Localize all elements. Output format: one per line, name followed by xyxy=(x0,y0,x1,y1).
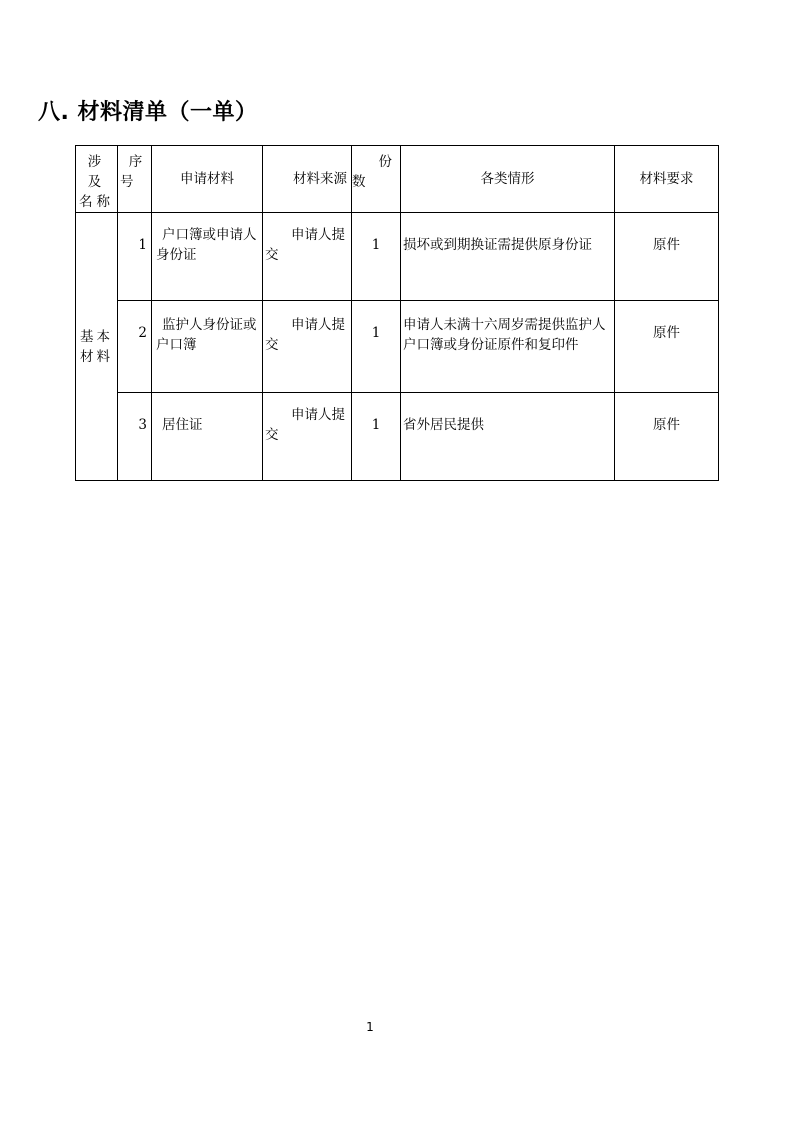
row-material xyxy=(152,301,263,393)
row-source xyxy=(263,393,352,481)
header-situation: 各类情形 xyxy=(401,146,615,213)
row-situation xyxy=(401,301,615,393)
row-source-line1: 申请人提 xyxy=(291,317,345,333)
header-copies xyxy=(352,146,401,213)
header-requirement: 材料要求 xyxy=(615,146,719,213)
row-seq: 3 xyxy=(118,393,152,481)
row-seq: 1 xyxy=(118,213,152,301)
row-source-line2: 交 xyxy=(265,427,279,443)
row-material-line1: 监护人身份证或 xyxy=(162,317,257,333)
section-title: 八. 材料清单（一单） xyxy=(38,100,258,125)
header-scope-line1: 涉 及 xyxy=(87,154,106,190)
header-copies-line1: 份 xyxy=(378,154,392,170)
row-source-line1: 申请人提 xyxy=(291,407,345,423)
row-requirement: 原件 xyxy=(615,393,719,481)
header-material: 申请材料 xyxy=(152,146,263,213)
row-source xyxy=(263,213,352,301)
row-situation-line2: 户口簿或身份证原件和复印件 xyxy=(403,337,579,353)
group-basic-materials xyxy=(76,213,118,481)
row-source xyxy=(263,301,352,393)
row-material-line2: 身份证 xyxy=(156,247,197,263)
row-copies: 1 xyxy=(352,393,401,481)
row-copies: 1 xyxy=(352,301,401,393)
header-seq xyxy=(118,146,152,213)
row-material-line1: 户口簿或申请人 xyxy=(162,227,257,243)
row-situation-line1: 省外居民提供 xyxy=(403,417,484,433)
header-scope xyxy=(76,146,118,213)
table-row xyxy=(76,393,719,481)
table-header-row xyxy=(76,146,719,213)
row-source-line1: 申请人提 xyxy=(291,227,345,243)
table-row xyxy=(76,301,719,393)
header-scope-line2: 名称 xyxy=(79,194,114,210)
group-label-line2: 材料 xyxy=(80,348,113,365)
row-material-line1: 居住证 xyxy=(162,417,203,433)
header-seq-line2: 号 xyxy=(120,174,134,190)
row-requirement: 原件 xyxy=(615,213,719,301)
row-situation-line1: 申请人未满十六周岁需提供监护人 xyxy=(403,317,606,333)
group-label-line1: 基本 xyxy=(80,328,113,345)
header-source: 材料来源 xyxy=(263,146,352,213)
row-seq: 2 xyxy=(118,301,152,393)
row-material xyxy=(152,213,263,301)
table-row xyxy=(76,213,719,301)
header-copies-line2: 数 xyxy=(352,174,366,190)
row-material-line2: 户口簿 xyxy=(156,337,197,353)
row-situation-line1: 损坏或到期换证需提供原身份证 xyxy=(403,237,592,253)
row-requirement: 原件 xyxy=(615,301,719,393)
row-situation xyxy=(401,393,615,481)
header-seq-line1: 序 xyxy=(128,154,143,170)
page-number: 1 xyxy=(366,1020,374,1034)
row-material xyxy=(152,393,263,481)
materials-table xyxy=(75,145,719,481)
row-copies: 1 xyxy=(352,213,401,301)
row-situation xyxy=(401,213,615,301)
row-source-line2: 交 xyxy=(265,247,279,263)
row-source-line2: 交 xyxy=(265,337,279,353)
